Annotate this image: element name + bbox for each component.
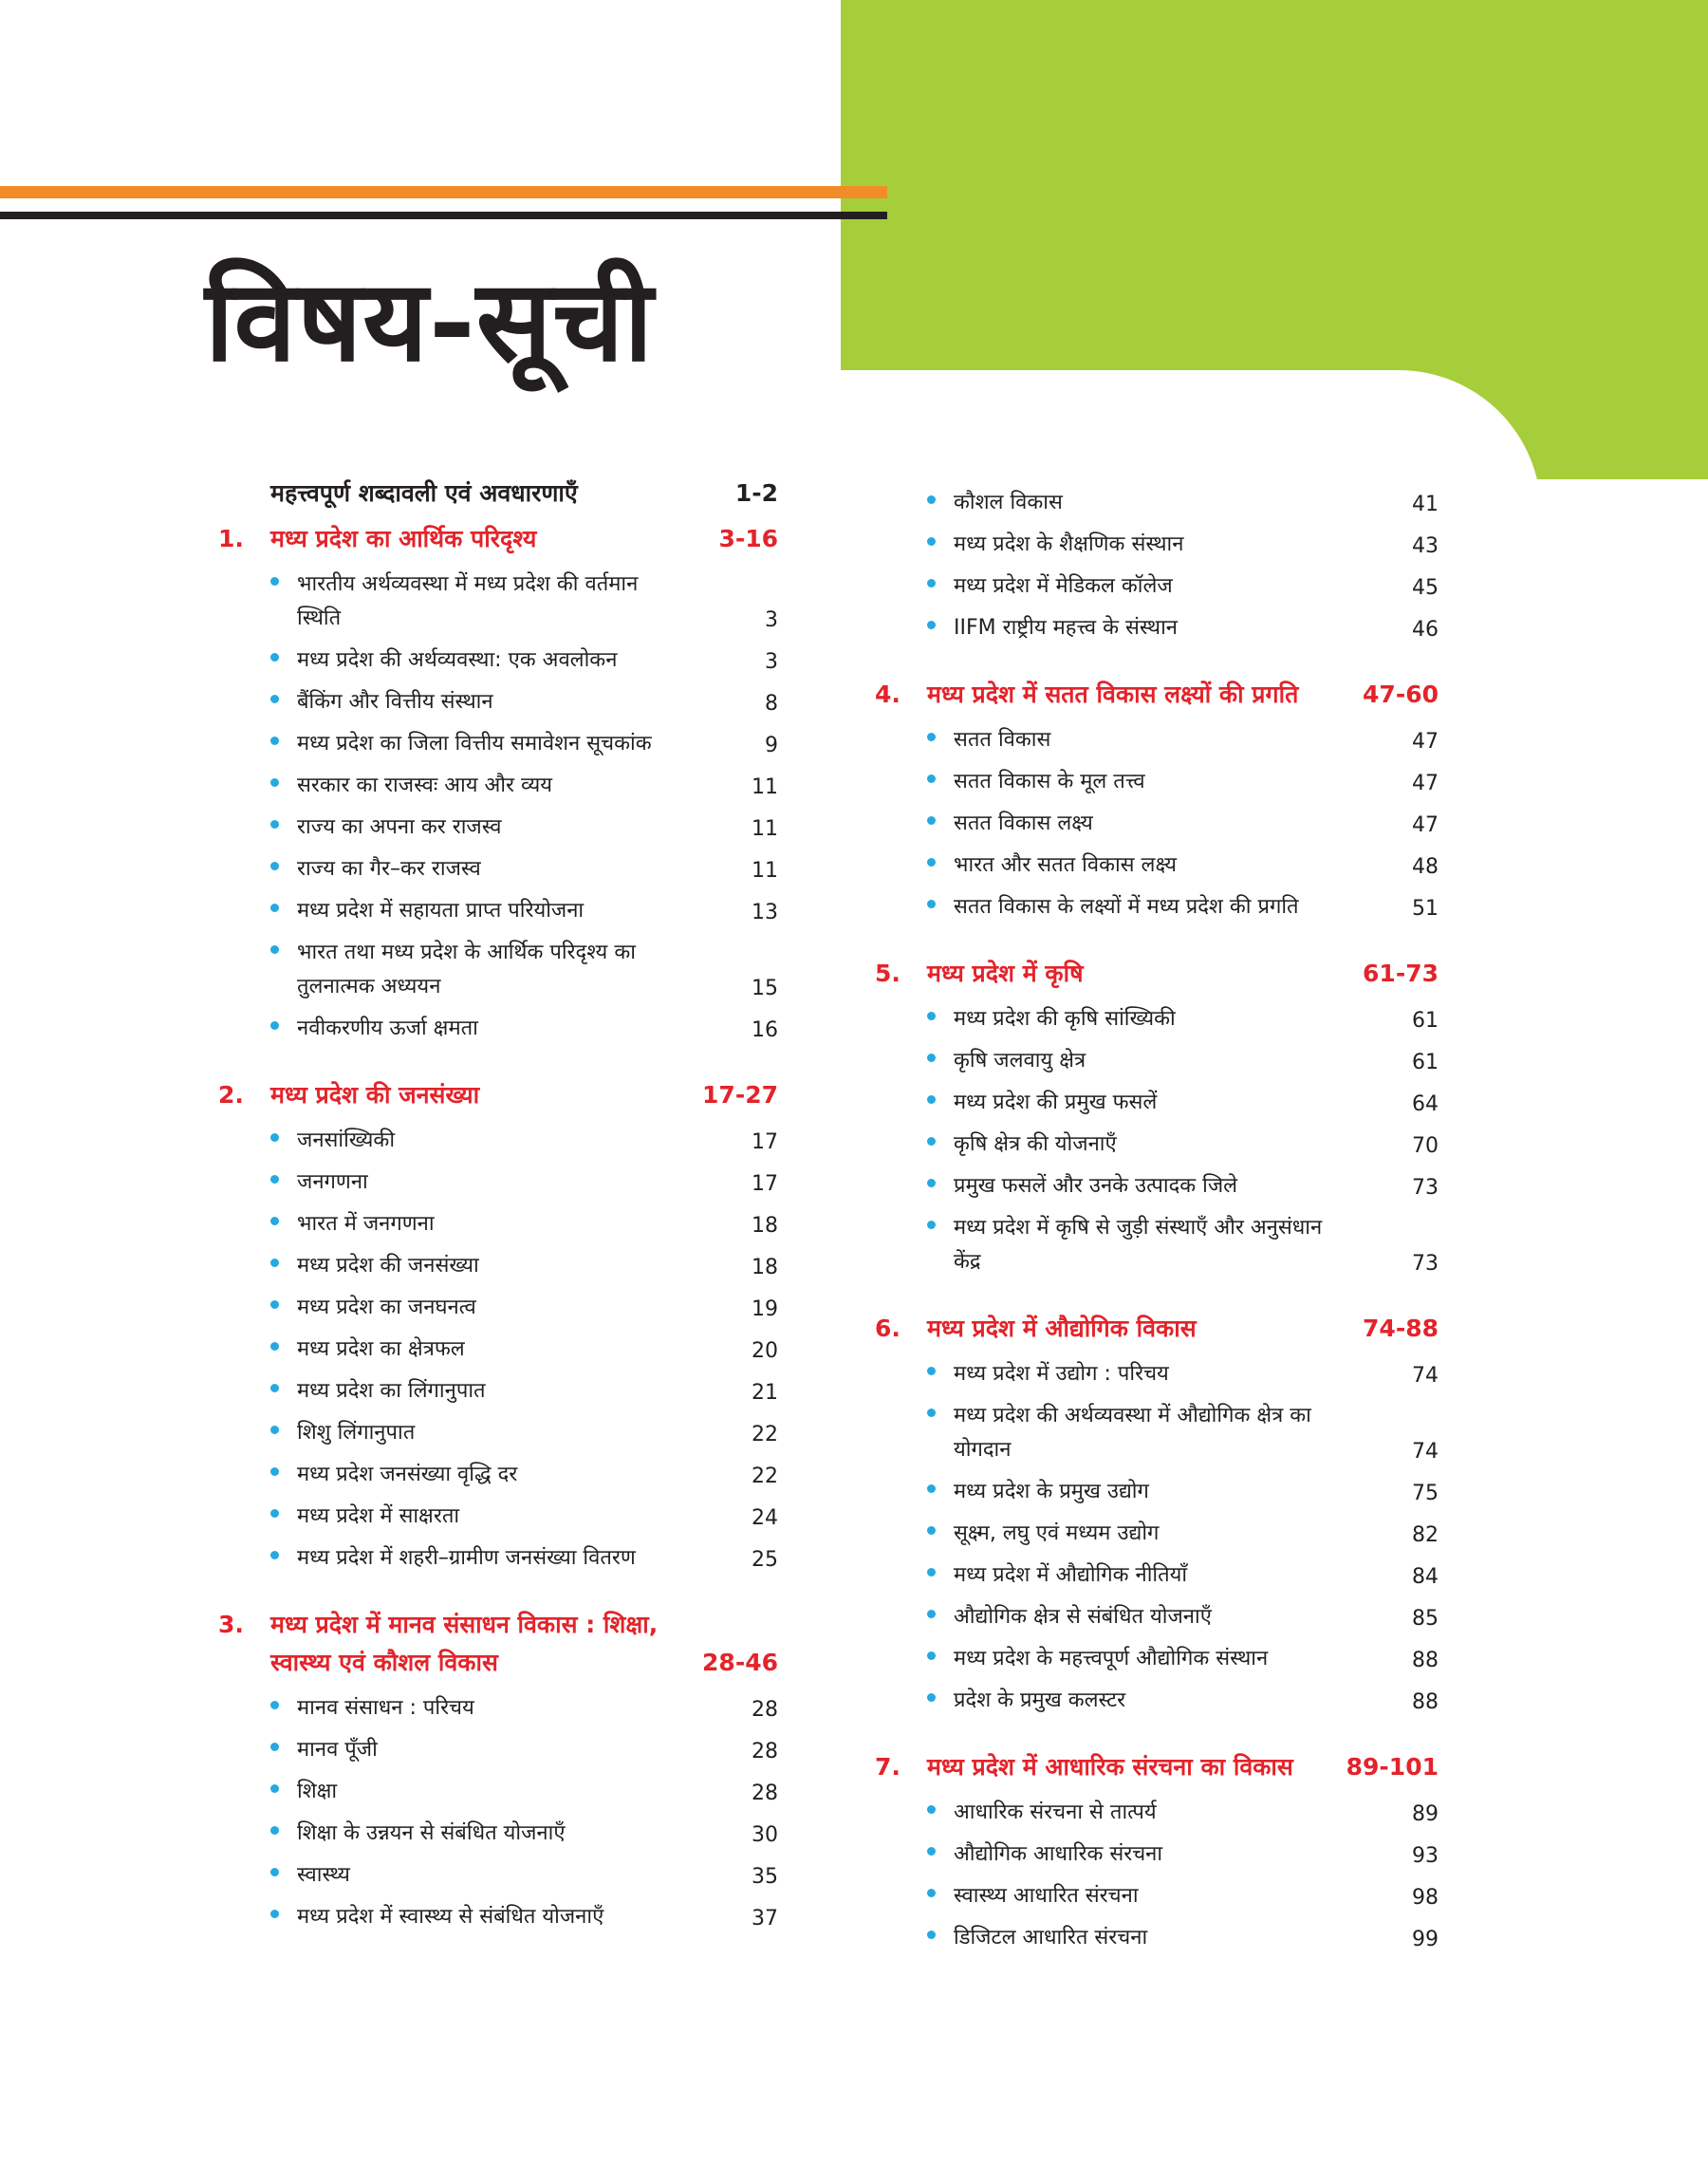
chapter-heading[interactable] <box>875 1304 1439 1353</box>
bullet-icon <box>927 1124 954 1158</box>
toc-item[interactable] <box>218 932 778 1008</box>
item-page: 61 <box>1412 1009 1439 1033</box>
item-page: 28 <box>752 1698 778 1722</box>
item-label: बैंकिंग और वित्तीय संस्थान <box>297 690 493 714</box>
item-label: मध्य प्रदेश का जिला वित्तीय समावेशन सूचकांक <box>297 732 652 756</box>
item-page: 99 <box>1412 1928 1439 1951</box>
item-label: शिशु लिंगानुपात <box>297 1421 416 1445</box>
bullet-icon <box>270 1162 297 1196</box>
toc-item[interactable] <box>875 998 1439 1040</box>
toc-intro-entry[interactable] <box>218 473 778 514</box>
item-label: डिजिटल आधारित संरचना <box>954 1926 1148 1950</box>
toc-item[interactable] <box>875 803 1439 845</box>
item-label: मध्य प्रदेश में शहरी–ग्रामीण जनसंख्या वितरण <box>297 1546 636 1570</box>
item-page: 17 <box>752 1130 778 1154</box>
chapter-pages: 17-27 <box>702 1081 778 1109</box>
toc-item[interactable] <box>218 1496 778 1538</box>
toc-item[interactable] <box>218 1329 778 1371</box>
item-label: शिक्षा <box>297 1780 338 1803</box>
item-page: 45 <box>1412 576 1439 600</box>
item-page: 21 <box>752 1381 778 1405</box>
item-label: मध्य प्रदेश में साक्षरता <box>297 1504 460 1528</box>
item-page: 28 <box>752 1782 778 1805</box>
toc-item[interactable] <box>875 524 1439 566</box>
chapter-number: 7. <box>875 1753 900 1781</box>
dark-rule <box>0 212 887 219</box>
item-label: सतत विकास के लक्ष्यों में मध्य प्रदेश की प्रगति <box>954 895 1299 919</box>
bullet-icon <box>270 1896 297 1931</box>
spacer <box>875 1283 1439 1304</box>
item-page: 20 <box>752 1339 778 1363</box>
chapter-pages: 28-46 <box>702 1649 778 1676</box>
toc-item[interactable] <box>218 1120 778 1162</box>
item-label: प्रदेश के प्रमुख कलस्टर <box>954 1689 1126 1712</box>
item-label: मध्य प्रदेश का लिंगानुपात <box>297 1379 486 1403</box>
item-label: मध्य प्रदेश की जनसंख्या <box>297 1254 479 1278</box>
item-page: 35 <box>752 1865 778 1889</box>
item-label: मध्य प्रदेश के प्रमुख उद्योग <box>954 1480 1149 1503</box>
chapter-title: मध्य प्रदेश में कृषि <box>927 960 1084 987</box>
spacer <box>875 928 1439 949</box>
item-label: शिक्षा के उन्नयन से संबंधित योजनाएँ <box>297 1821 566 1845</box>
toc-item[interactable] <box>875 1875 1439 1917</box>
bullet-icon <box>927 607 954 642</box>
item-label: मध्य प्रदेश में सहायता प्राप्त परियोजना <box>297 899 585 923</box>
entry-pages: 1-2 <box>734 479 778 507</box>
item-label: स्वास्थ्य <box>297 1863 350 1887</box>
toc-item[interactable] <box>875 1680 1439 1722</box>
spacer <box>875 1722 1439 1743</box>
item-label: औद्योगिक आधारिक संरचना <box>954 1842 1163 1866</box>
toc-item[interactable] <box>218 681 778 723</box>
item-page: 16 <box>752 1018 778 1042</box>
toc-item[interactable] <box>218 1008 778 1050</box>
chapter-heading[interactable] <box>218 1600 778 1688</box>
bullet-icon <box>927 1471 954 1505</box>
chapter-heading[interactable] <box>875 1743 1439 1792</box>
spacer <box>218 1050 778 1071</box>
bullet-icon <box>927 1040 954 1074</box>
item-label: भारत में जनगणना <box>297 1212 435 1236</box>
toc-item[interactable] <box>875 1917 1439 1959</box>
toc-item[interactable] <box>875 1513 1439 1555</box>
bullet-icon <box>270 1412 297 1446</box>
item-page: 37 <box>752 1907 778 1931</box>
bullet-icon <box>927 566 954 600</box>
bullet-icon <box>927 998 954 1033</box>
bullet-icon <box>927 1082 954 1116</box>
bullet-icon <box>270 1245 297 1279</box>
toc-item[interactable] <box>875 719 1439 761</box>
bullet-icon <box>927 1834 954 1868</box>
item-page: 93 <box>1412 1844 1439 1868</box>
toc-item[interactable] <box>875 1834 1439 1875</box>
bullet-icon <box>927 1353 954 1388</box>
item-label: मध्य प्रदेश के महत्त्वपूर्ण औद्योगिक संस्थान <box>954 1647 1269 1670</box>
item-page: 19 <box>752 1297 778 1321</box>
chapter-number: 6. <box>875 1315 900 1342</box>
toc-item[interactable] <box>218 1412 778 1454</box>
toc-item[interactable] <box>875 1166 1439 1207</box>
item-page: 11 <box>752 775 778 799</box>
item-page: 73 <box>1412 1252 1439 1276</box>
chapter-heading[interactable] <box>875 949 1439 998</box>
toc-item[interactable] <box>218 1538 778 1579</box>
chapter-pages: 89-101 <box>1346 1753 1439 1781</box>
item-label: मध्य प्रदेश की अर्थव्यवस्था: एक अवलोकन <box>297 648 618 672</box>
item-page: 82 <box>1412 1523 1439 1547</box>
item-label: औद्योगिक क्षेत्र से संबंधित योजनाएँ <box>954 1605 1212 1629</box>
bullet-icon <box>927 1875 954 1910</box>
page-title: विषय-सूची <box>205 254 655 386</box>
chapter-title: मध्य प्रदेश में मानव संसाधन विकास : शिक्षा, स्वास्थ्य एवं कौशल विकास <box>270 1611 659 1676</box>
item-page: 74 <box>1412 1440 1439 1464</box>
bullet-icon <box>270 723 297 757</box>
toc-item[interactable] <box>875 886 1439 928</box>
item-label: मध्य प्रदेश की अर्थव्यवस्था में औद्योगिक क्षेत्र का योगदान <box>954 1404 1311 1462</box>
item-page: 47 <box>1412 772 1439 795</box>
spacer <box>875 649 1439 670</box>
bullet-icon <box>270 765 297 799</box>
item-label: भारत और सतत विकास लक्ष्य <box>954 853 1177 877</box>
item-label: राज्य का गैर–कर राजस्व <box>297 857 481 881</box>
item-page: 46 <box>1412 618 1439 642</box>
item-label: मध्य प्रदेश की कृषि सांख्यिकी <box>954 1007 1176 1031</box>
bullet-icon <box>927 1917 954 1951</box>
bullet-icon <box>927 761 954 795</box>
item-label: राज्य का अपना कर राजस्व <box>297 815 502 839</box>
bullet-icon <box>270 890 297 924</box>
item-label: मध्य प्रदेश की प्रमुख फसलें <box>954 1091 1158 1114</box>
bullet-icon <box>927 1395 954 1429</box>
item-label: प्रमुख फसलें और उनके उत्पादक जिले <box>954 1174 1238 1198</box>
bullet-icon <box>270 1371 297 1405</box>
bullet-icon <box>270 932 297 966</box>
item-page: 8 <box>765 692 778 716</box>
toc-right-column <box>875 482 1439 1959</box>
item-label: मानव संसाधन : परिचय <box>297 1696 474 1720</box>
chapter-title: मध्य प्रदेश में आधारिक संरचना का विकास <box>927 1753 1293 1781</box>
item-page: 64 <box>1412 1092 1439 1116</box>
item-label: नवीकरणीय ऊर्जा क्षमता <box>297 1017 478 1040</box>
item-page: 41 <box>1412 493 1439 516</box>
toc-item[interactable] <box>218 1855 778 1896</box>
item-page: 61 <box>1412 1051 1439 1074</box>
bullet-icon <box>270 807 297 841</box>
toc-item[interactable] <box>875 1082 1439 1124</box>
toc-item[interactable] <box>218 1203 778 1245</box>
bullet-icon <box>270 1120 297 1154</box>
bullet-icon <box>927 1596 954 1631</box>
item-label: जनसांख्यिकी <box>297 1129 396 1152</box>
item-page: 47 <box>1412 813 1439 837</box>
item-page: 11 <box>752 859 778 883</box>
item-page: 84 <box>1412 1565 1439 1589</box>
toc-item[interactable] <box>218 849 778 890</box>
item-label: मध्य प्रदेश में स्वास्थ्य से संबंधित योजनाएँ <box>297 1905 604 1929</box>
item-label: मध्य प्रदेश में कृषि से जुड़ी संस्थाएँ और अनुसंधान केंद्र <box>954 1216 1323 1274</box>
bullet-icon <box>270 564 297 598</box>
bullet-icon <box>927 1638 954 1672</box>
toc-item[interactable] <box>875 1395 1439 1471</box>
bullet-icon <box>270 1729 297 1763</box>
item-label: मध्य प्रदेश के शैक्षणिक संस्थान <box>954 532 1184 556</box>
item-page: 30 <box>752 1823 778 1847</box>
toc-item[interactable] <box>218 1729 778 1771</box>
toc-item[interactable] <box>218 1688 778 1729</box>
toc-item[interactable] <box>218 1245 778 1287</box>
chapter-heading[interactable] <box>218 1071 778 1120</box>
item-page: 9 <box>765 734 778 757</box>
item-label: मध्य प्रदेश जनसंख्या वृद्धि दर <box>297 1463 518 1486</box>
item-page: 25 <box>752 1548 778 1572</box>
bullet-icon <box>927 1555 954 1589</box>
item-label: कृषि जलवायु क्षेत्र <box>954 1049 1086 1073</box>
item-page: 18 <box>752 1256 778 1279</box>
bullet-icon <box>270 1008 297 1042</box>
toc-item[interactable] <box>218 765 778 807</box>
orange-rule <box>0 186 887 198</box>
chapter-heading[interactable] <box>218 514 778 564</box>
toc-item[interactable] <box>218 1454 778 1496</box>
item-label: कौशल विकास <box>954 491 1063 514</box>
bullet-icon <box>270 1688 297 1722</box>
toc-item[interactable] <box>875 1124 1439 1166</box>
item-page: 43 <box>1412 534 1439 558</box>
item-label: सूक्ष्म, लघु एवं मध्यम उद्योग <box>954 1521 1160 1545</box>
item-label: IIFM राष्ट्रीय महत्त्व के संस्थान <box>954 616 1179 640</box>
toc-item[interactable] <box>875 1596 1439 1638</box>
bullet-icon <box>270 849 297 883</box>
item-page: 88 <box>1412 1649 1439 1672</box>
item-page: 3 <box>765 650 778 674</box>
bullet-icon <box>270 640 297 674</box>
bullet-icon <box>270 1203 297 1238</box>
toc-item[interactable] <box>218 1371 778 1412</box>
bullet-icon <box>270 1454 297 1488</box>
toc-item[interactable] <box>218 640 778 681</box>
bullet-icon <box>927 845 954 879</box>
bullet-icon <box>270 1496 297 1530</box>
item-label: मध्य प्रदेश का क्षेत्रफल <box>297 1337 465 1361</box>
toc-item[interactable] <box>875 1638 1439 1680</box>
item-page: 11 <box>752 817 778 841</box>
toc-item[interactable] <box>875 761 1439 803</box>
chapter-title: मध्य प्रदेश की जनसंख्या <box>270 1081 480 1109</box>
item-label: जनगणना <box>297 1170 368 1194</box>
chapter-number: 4. <box>875 681 900 708</box>
item-page: 47 <box>1412 730 1439 754</box>
bullet-icon <box>927 719 954 754</box>
toc-item[interactable] <box>875 1471 1439 1513</box>
bullet-icon <box>927 803 954 837</box>
chapter-heading[interactable] <box>875 670 1439 719</box>
bullet-icon <box>927 1792 954 1826</box>
chapter-pages: 61-73 <box>1363 960 1439 987</box>
item-label: कृषि क्षेत्र की योजनाएँ <box>954 1132 1117 1156</box>
bullet-icon <box>927 1166 954 1200</box>
item-page: 51 <box>1412 897 1439 921</box>
toc-item[interactable] <box>218 564 778 640</box>
item-page: 98 <box>1412 1886 1439 1910</box>
toc-item[interactable] <box>218 1162 778 1203</box>
toc-item[interactable] <box>875 845 1439 886</box>
item-page: 74 <box>1412 1364 1439 1388</box>
item-page: 3 <box>765 608 778 632</box>
bullet-icon <box>927 886 954 921</box>
chapter-number: 3. <box>218 1611 244 1638</box>
toc-item[interactable] <box>875 482 1439 524</box>
toc-item[interactable] <box>218 723 778 765</box>
item-label: सरकार का राजस्वः आय और व्यय <box>297 774 553 797</box>
item-page: 88 <box>1412 1690 1439 1714</box>
toc-item[interactable] <box>218 807 778 849</box>
item-label: मध्य प्रदेश में मेडिकल कॉलेज <box>954 574 1173 598</box>
chapter-title: मध्य प्रदेश में औद्योगिक विकास <box>927 1315 1197 1342</box>
item-page: 89 <box>1412 1802 1439 1826</box>
entry-label: महत्त्वपूर्ण शब्दावली एवं अवधारणाएँ <box>270 479 578 507</box>
item-label: सतत विकास लक्ष्य <box>954 812 1093 835</box>
bullet-icon <box>270 1538 297 1572</box>
bullet-icon <box>927 482 954 516</box>
chapter-number: 5. <box>875 960 900 987</box>
toc-item[interactable] <box>875 1040 1439 1082</box>
bullet-icon <box>927 1513 954 1547</box>
bullet-icon <box>270 1771 297 1805</box>
item-label: मध्य प्रदेश में उद्योग : परिचय <box>954 1362 1169 1386</box>
chapter-number: 1. <box>218 525 244 552</box>
toc-item[interactable] <box>218 1287 778 1329</box>
chapter-number: 2. <box>218 1081 244 1109</box>
item-label: भारत तथा मध्य प्रदेश के आर्थिक परिदृश्य का तुलनात्मक अध्ययन <box>297 941 636 998</box>
toc-item[interactable] <box>875 1792 1439 1834</box>
chapter-title: मध्य प्रदेश में सतत विकास लक्ष्यों की प्रगति <box>927 681 1299 708</box>
chapter-pages: 47-60 <box>1363 681 1439 708</box>
toc-item[interactable] <box>875 607 1439 649</box>
chapter-title: मध्य प्रदेश का आर्थिक परिदृश्य <box>270 525 537 552</box>
item-page: 15 <box>752 977 778 1000</box>
toc-item[interactable] <box>218 1771 778 1813</box>
item-page: 85 <box>1412 1607 1439 1631</box>
chapter-pages: 74-88 <box>1363 1315 1439 1342</box>
item-page: 18 <box>752 1214 778 1238</box>
bullet-icon <box>270 1287 297 1321</box>
bullet-icon <box>270 1329 297 1363</box>
item-label: सतत विकास <box>954 728 1051 752</box>
item-label: सतत विकास के मूल तत्त्व <box>954 770 1145 793</box>
item-page: 17 <box>752 1172 778 1196</box>
toc-item[interactable] <box>875 1207 1439 1283</box>
item-label: मानव पूँजी <box>297 1738 378 1762</box>
toc-left-column <box>218 473 778 1938</box>
toc-item[interactable] <box>875 566 1439 607</box>
toc-item[interactable] <box>218 1896 778 1938</box>
toc-item[interactable] <box>875 1353 1439 1395</box>
item-label: भारतीय अर्थव्यवस्था में मध्य प्रदेश की वर्तमान स्थिति <box>297 572 639 630</box>
spacer <box>218 1579 778 1600</box>
bullet-icon <box>927 1680 954 1714</box>
item-label: आधारिक संरचना से तात्पर्य <box>954 1801 1157 1824</box>
item-page: 24 <box>752 1506 778 1530</box>
item-page: 22 <box>752 1423 778 1446</box>
item-page: 22 <box>752 1465 778 1488</box>
bullet-icon <box>927 524 954 558</box>
item-page: 75 <box>1412 1482 1439 1505</box>
toc-item[interactable] <box>875 1555 1439 1596</box>
item-page: 73 <box>1412 1176 1439 1200</box>
item-page: 13 <box>752 901 778 924</box>
item-label: मध्य प्रदेश का जनघनत्व <box>297 1296 476 1319</box>
item-page: 70 <box>1412 1134 1439 1158</box>
bullet-icon <box>270 681 297 716</box>
bullet-icon <box>270 1813 297 1847</box>
toc-item[interactable] <box>218 1813 778 1855</box>
bullet-icon <box>927 1207 954 1241</box>
bullet-icon <box>270 1855 297 1889</box>
item-page: 28 <box>752 1740 778 1763</box>
item-label: मध्य प्रदेश में औद्योगिक नीतियाँ <box>954 1563 1188 1587</box>
item-label: स्वास्थ्य आधारित संरचना <box>954 1884 1139 1908</box>
toc-item[interactable] <box>218 890 778 932</box>
item-page: 48 <box>1412 855 1439 879</box>
chapter-pages: 3-16 <box>718 525 778 552</box>
